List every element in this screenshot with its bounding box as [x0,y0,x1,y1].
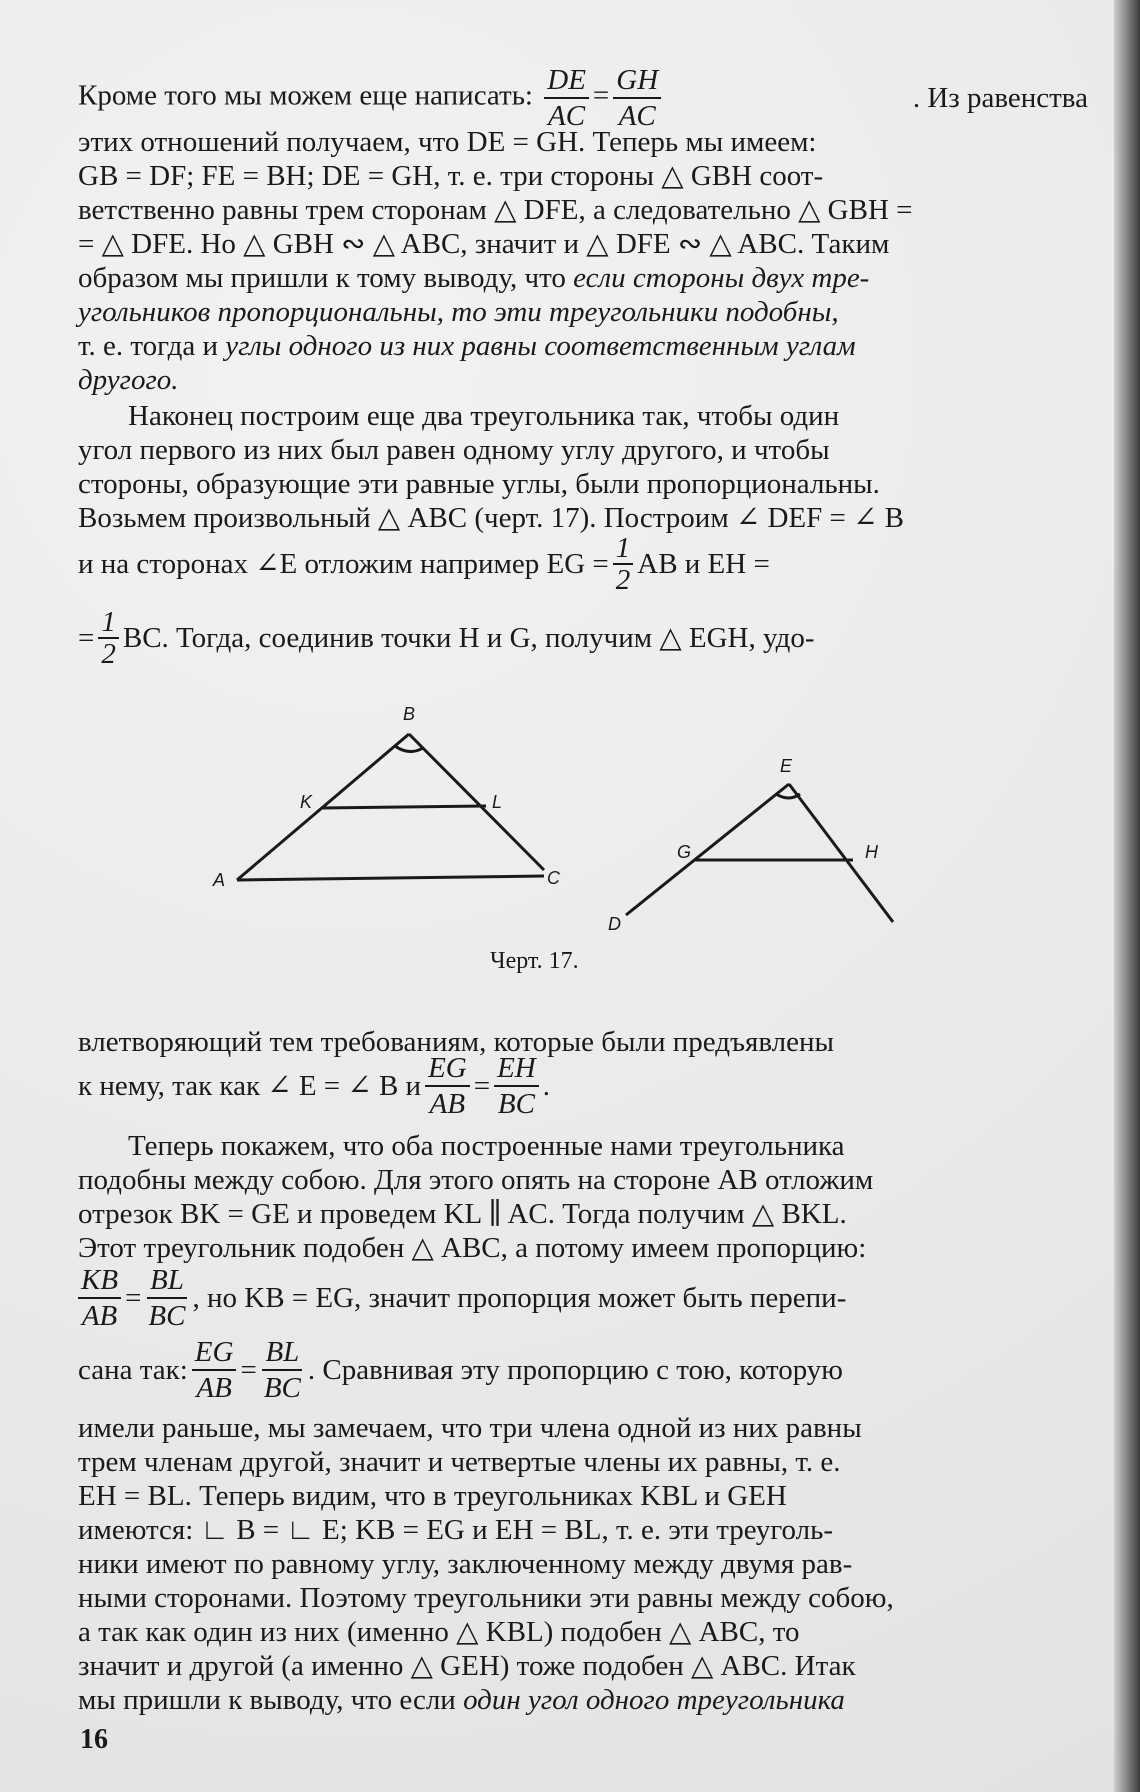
fraction [98,607,119,669]
geometry-figure [0,690,1140,980]
text-line [78,532,1088,596]
fraction [425,1051,470,1121]
fraction-denominator: 2 [101,638,116,670]
text-line: а так как один из них (именно △ KBL) подобен △ ABC, то [78,1616,800,1648]
text-line: другого. [78,364,179,396]
text-line: угол первого из них был равен одному углу другого, и чтобы [78,434,830,466]
fraction-numerator: 1 [98,607,119,639]
text-line: ными сторонами. Поэтому треугольники эти равны между собою, [78,1582,894,1614]
angle-e-arc [776,794,800,798]
fraction-denominator: AB [81,1300,118,1332]
side-bc [409,734,544,870]
fraction-denominator: BC [263,1372,301,1404]
side-ed [626,784,789,915]
fraction-numerator: GH [613,63,661,99]
text-line: имели раньше, мы замечаем, что три члена одной из них равны [78,1412,862,1444]
equals-sign: = [240,1354,257,1386]
fraction [261,1335,304,1405]
text-line [78,260,1088,296]
text-line: GB = DF; FE = BH; DE = GH, т. е. три стороны △ GBH соот- [78,160,824,192]
fraction [613,533,634,595]
triangles-diagram [0,690,1140,940]
fraction-numerator: EG [192,1335,237,1371]
text-line: ники имеют по равному углу, заключенному между двумя рав- [78,1548,853,1580]
label-g: G [677,842,692,862]
angle-b-arc [395,746,423,752]
segment-kl [321,806,486,808]
fraction-numerator: 1 [613,533,634,565]
text-line: отрезок BK = GE и проведем KL ∥ AC. Тогда получим △ BKL. [78,1198,847,1230]
label-e: E [780,756,793,776]
fraction-numerator: BL [147,1263,187,1299]
label-a: A [213,870,226,890]
fraction-denominator: AC [548,100,586,132]
text-line: EH = BL. Теперь видим, что в треугольниках KBL и GEH [78,1480,787,1512]
fraction [494,1051,539,1121]
text-line [78,64,1088,132]
side-ac [237,876,544,880]
text-fragment: Кроме того мы можем еще написать: [78,79,541,112]
fraction-numerator: EG [425,1051,470,1087]
page-number: 16 [80,1724,108,1755]
text-fragment: AB и EH = [637,548,770,580]
figure-caption: Черт. 17. [490,948,579,974]
text-fragment: мы пришли к выводу, что если [78,1684,464,1716]
text-line [78,606,1088,670]
fraction-numerator: KB [78,1263,121,1299]
text-line: этих отношений получаем, что DE = GH. Теперь мы имеем: [78,126,817,158]
paragraph-start: Теперь покажем, что оба построенные нами треугольника [128,1130,845,1162]
italic-text: углы одного из них равны соответственным углам [225,330,856,362]
text-line: трем членам другой, значит и четвертые члены их равны, т. е. [78,1446,841,1478]
text-line: ветственно равны трем сторонам △ DFE, а следовательно △ GBH = [78,194,913,226]
fraction [78,1263,121,1333]
label-b: B [403,704,416,724]
italic-text: если стороны двух тре- [573,262,870,294]
fraction [145,1263,188,1333]
equals-sign: = [473,1070,491,1102]
text-fragment: BC. Тогда, соединив точки H и G, получим △ EGH, удо- [122,622,815,654]
label-k: K [300,792,313,812]
text-line [78,1682,1088,1718]
fraction-numerator: DE [544,63,589,99]
text-line: имеются: ∟ B = ∟ E; KB = EG и EH = BL, т. е. эти треуголь- [78,1514,834,1546]
fraction-numerator: BL [262,1335,302,1371]
text-line: Этот треугольник подобен △ ABC, а потому имеем пропорцию: [78,1232,867,1264]
text-fragment: образом мы пришли к тому выводу, что [78,262,574,294]
equals-sign: = [592,79,610,112]
text-line [78,1334,1088,1406]
text-fragment: . [542,1070,551,1102]
fraction [192,1335,237,1405]
text-line: влетворяющий тем требованиям, которые были предъявлены [78,1026,835,1058]
fraction-denominator: 2 [615,564,631,596]
fraction-denominator: AB [429,1088,466,1120]
text-fragment: = [78,622,95,654]
text-fragment: . Сравнивая эту пропорцию с тою, которую [307,1354,843,1386]
text-fragment: . Из равенства [912,82,1088,114]
text-line: подобны между собою. Для этого опять на стороне AB отложим [78,1164,874,1196]
text-line: Возьмем произвольный △ ABC (черт. 17). Построим ∠ DEF = ∠ B [78,502,905,534]
fraction-numerator: EH [494,1051,539,1087]
text-fragment: , но KB = EG, значит пропорция может быть перепи- [192,1282,847,1314]
label-c: C [547,868,560,888]
text-fragment: т. е. тогда и [78,330,226,362]
text-fragment: и на сторонах ∠E отложим например EG = [78,548,609,580]
text-fragment: к нему, так как ∠ E = ∠ B и [78,1070,422,1102]
text-line [78,1050,1088,1122]
text-line [78,1262,1088,1334]
fraction [613,63,661,133]
fraction-denominator: AC [618,100,656,132]
label-d: D [608,914,621,934]
text-line: значит и другой (а именно △ GEH) тоже подобен △ ABC. Итак [78,1650,856,1682]
text-line [78,328,1088,364]
text-line: стороны, образующие эти равные углы, были пропорциональны. [78,468,880,500]
fraction [544,63,589,133]
fraction-denominator: AB [196,1372,232,1404]
italic-text: один угол одного треугольника [463,1684,845,1716]
text-line: угольников пропорциональны, то эти треугольники подобны, [78,296,839,328]
equals-sign: = [125,1282,142,1314]
text-fragment: сана так: [78,1354,188,1386]
fraction-denominator: BC [148,1300,186,1332]
label-h: H [865,842,878,862]
paragraph-start: Наконец построим еще два треугольника так, чтобы один [128,400,840,432]
text-line: = △ DFE. Но △ GBH ∾ △ ABC, значит и △ DFE ∾ △ ABC. Таким [78,228,890,260]
fraction-denominator: BC [497,1088,535,1120]
label-l: L [492,792,503,812]
